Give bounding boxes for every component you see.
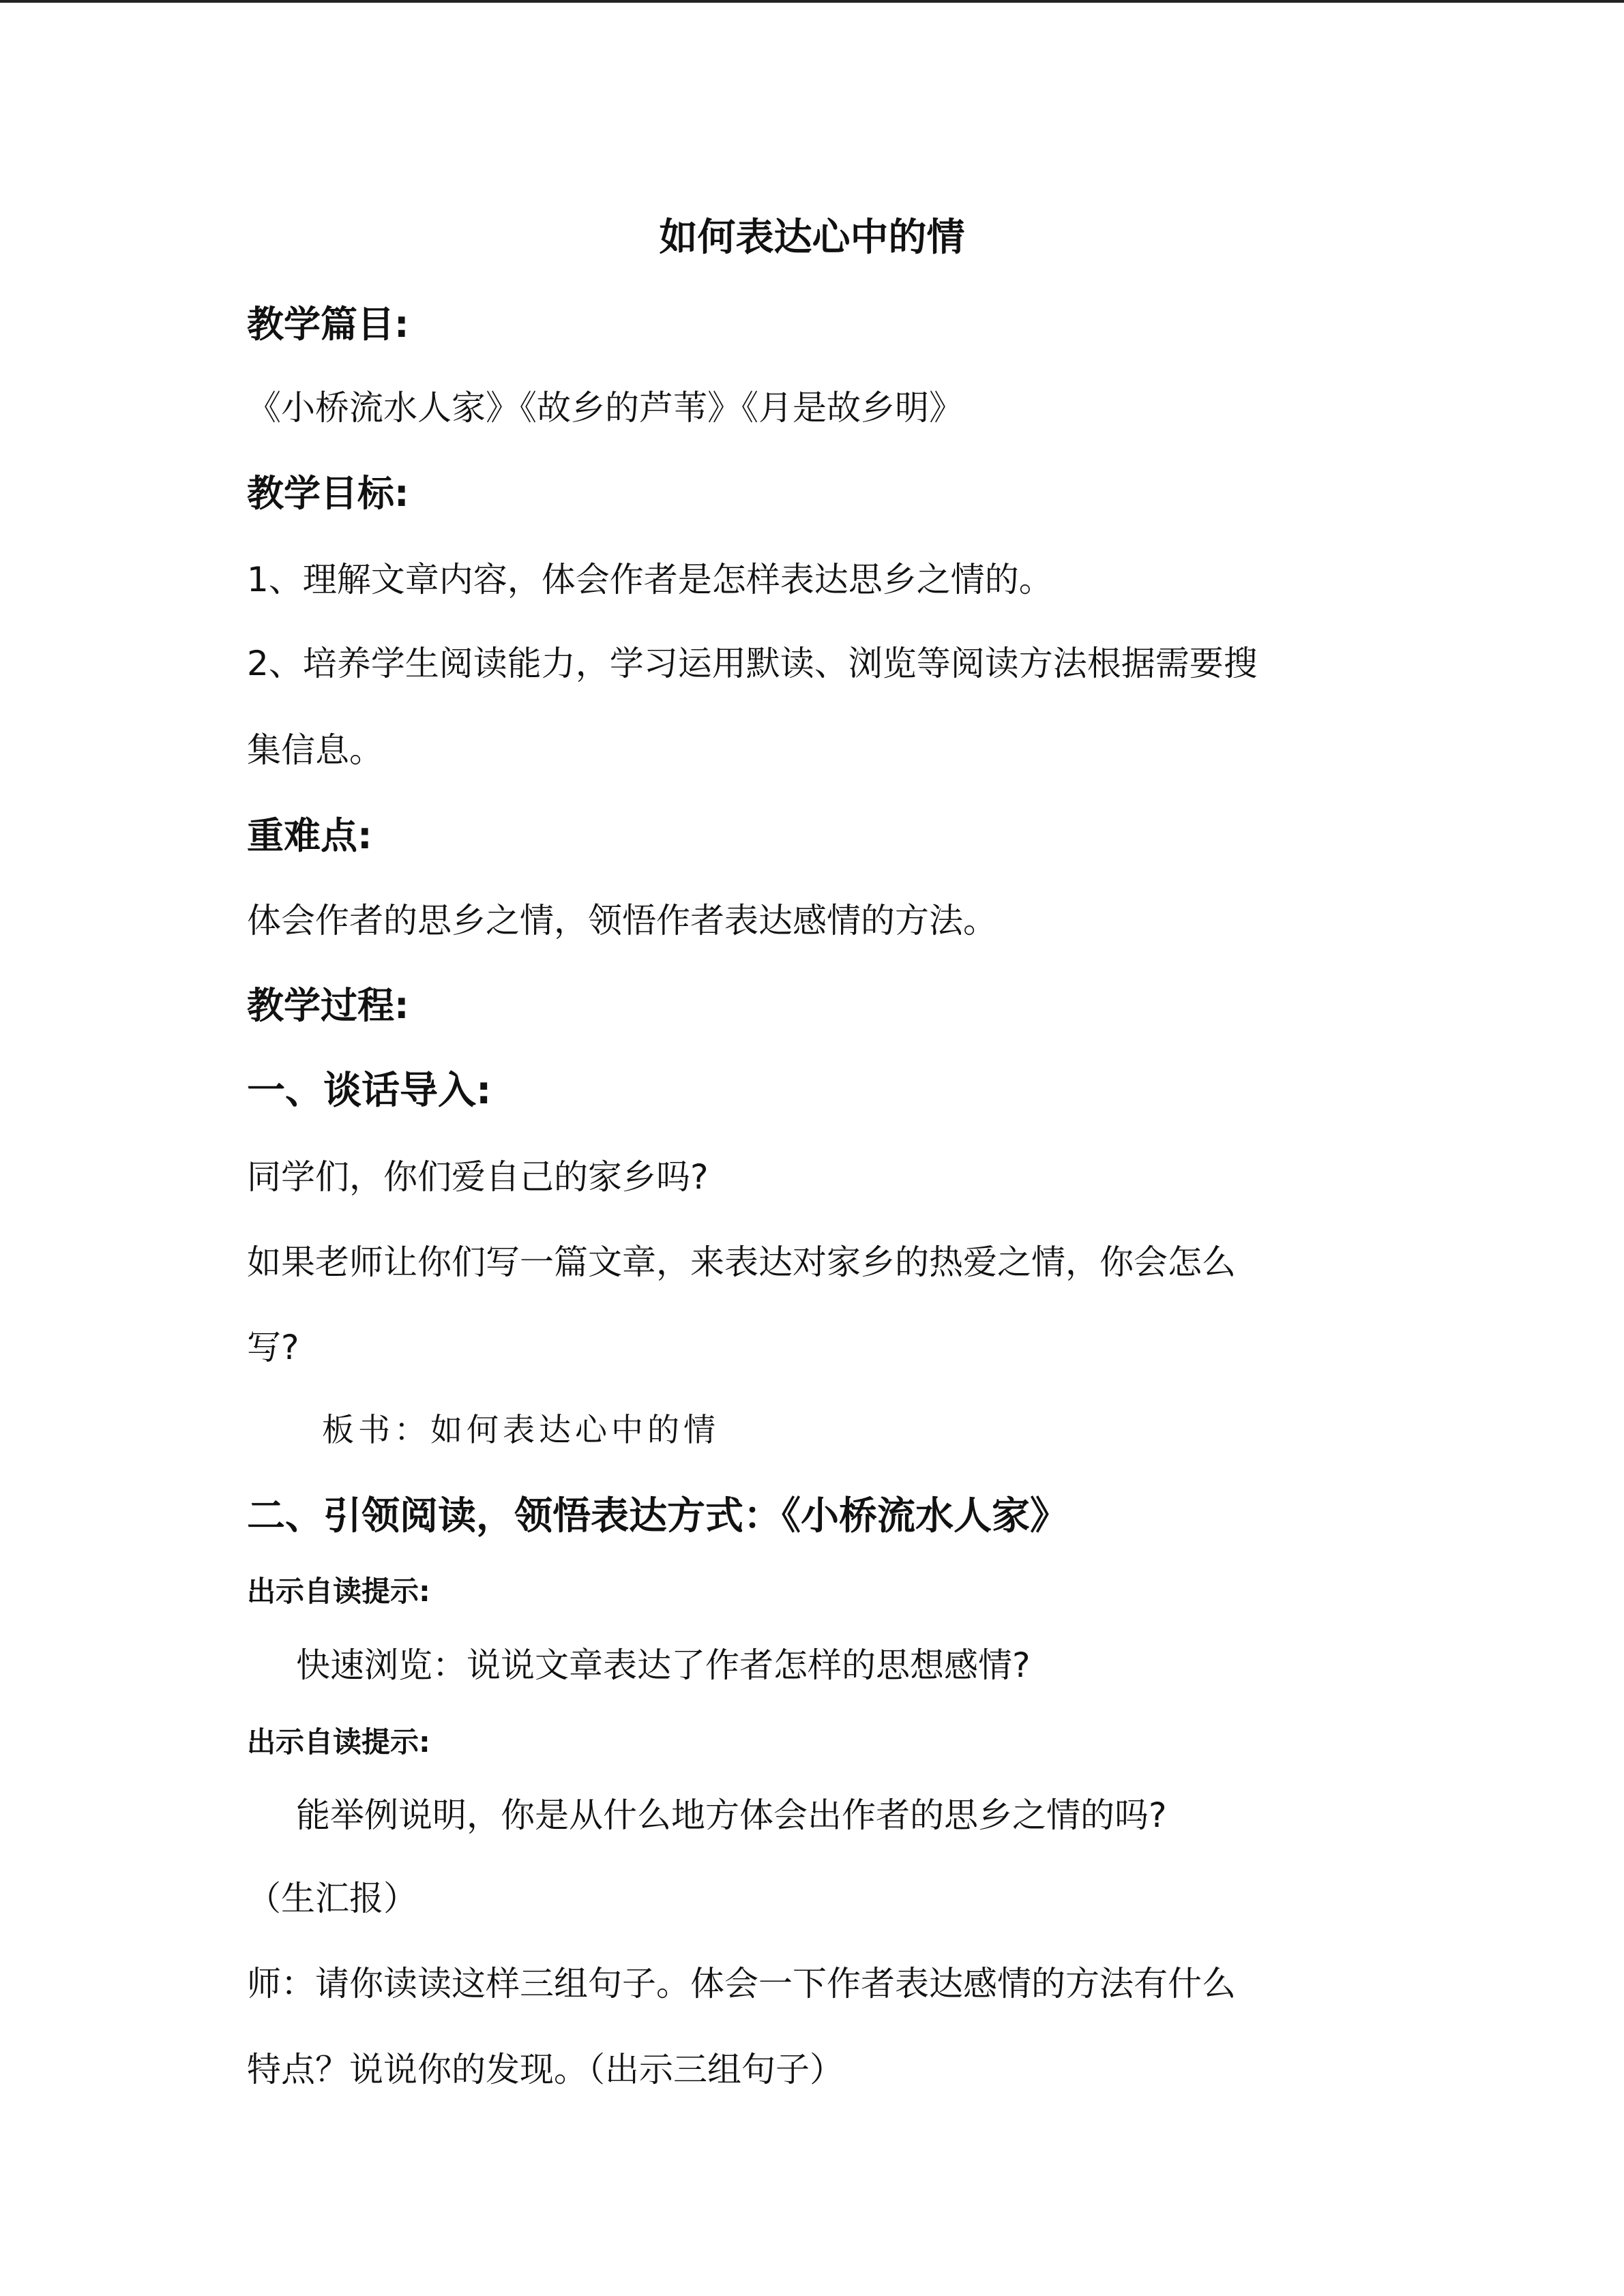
section-heading-intro: 一、谈话导入: — [247, 1069, 492, 1113]
reading-prompt-label: 出示自读提示: — [247, 1575, 430, 1608]
paragraph-line: 快速浏览：说说文章表达了作者怎样的思想感情? — [296, 1645, 1031, 1685]
paragraph-line: 1、理解文章内容，体会作者是怎样表达思乡之情的。 — [247, 560, 1053, 599]
paragraph-line: （生汇报） — [247, 1879, 417, 1918]
paragraph-line: 写? — [247, 1328, 299, 1367]
paragraph-line: 如果老师让你们写一篇文章，来表达对家乡的热爱之情，你会怎么 — [247, 1242, 1236, 1282]
heading-teaching-goals: 教学目标: — [247, 472, 409, 515]
paragraph-line: 同学们，你们爱自己的家乡吗? — [247, 1157, 709, 1197]
reading-prompt-label: 出示自读提示: — [247, 1725, 430, 1759]
board-writing-note: 板书：如何表达心中的情 — [322, 1412, 720, 1449]
paragraph-line: 2、培养学生阅读能力，学习运用默读、浏览等阅读方法根据需要搜 — [247, 644, 1258, 683]
paragraph-line: 集信息。 — [247, 730, 383, 770]
section-heading-reading: 二、引领阅读，领悟表达方式：《小桥流水人家》 — [247, 1494, 1068, 1538]
document-title: 如何表达心中的情 — [659, 215, 965, 260]
paragraph-line: 能举例说明，你是从什么地方体会出作者的思乡之情的吗? — [296, 1795, 1167, 1835]
heading-key-points: 重难点: — [247, 814, 372, 857]
paragraph-line: 特点？说说你的发现。（出示三组句子） — [247, 2050, 844, 2089]
paragraph-line: 体会作者的思乡之情，领悟作者表达感情的方法。 — [247, 901, 997, 940]
paragraph-line: 《小桥流水人家》《故乡的芦苇》《月是故乡明》 — [247, 388, 963, 428]
heading-teaching-process: 教学过程: — [247, 984, 409, 1027]
heading-teaching-texts: 教学篇目: — [247, 303, 409, 346]
paragraph-line: 师：请你读读这样三组句子。体会一下作者表达感情的方法有什么 — [247, 1964, 1236, 2003]
